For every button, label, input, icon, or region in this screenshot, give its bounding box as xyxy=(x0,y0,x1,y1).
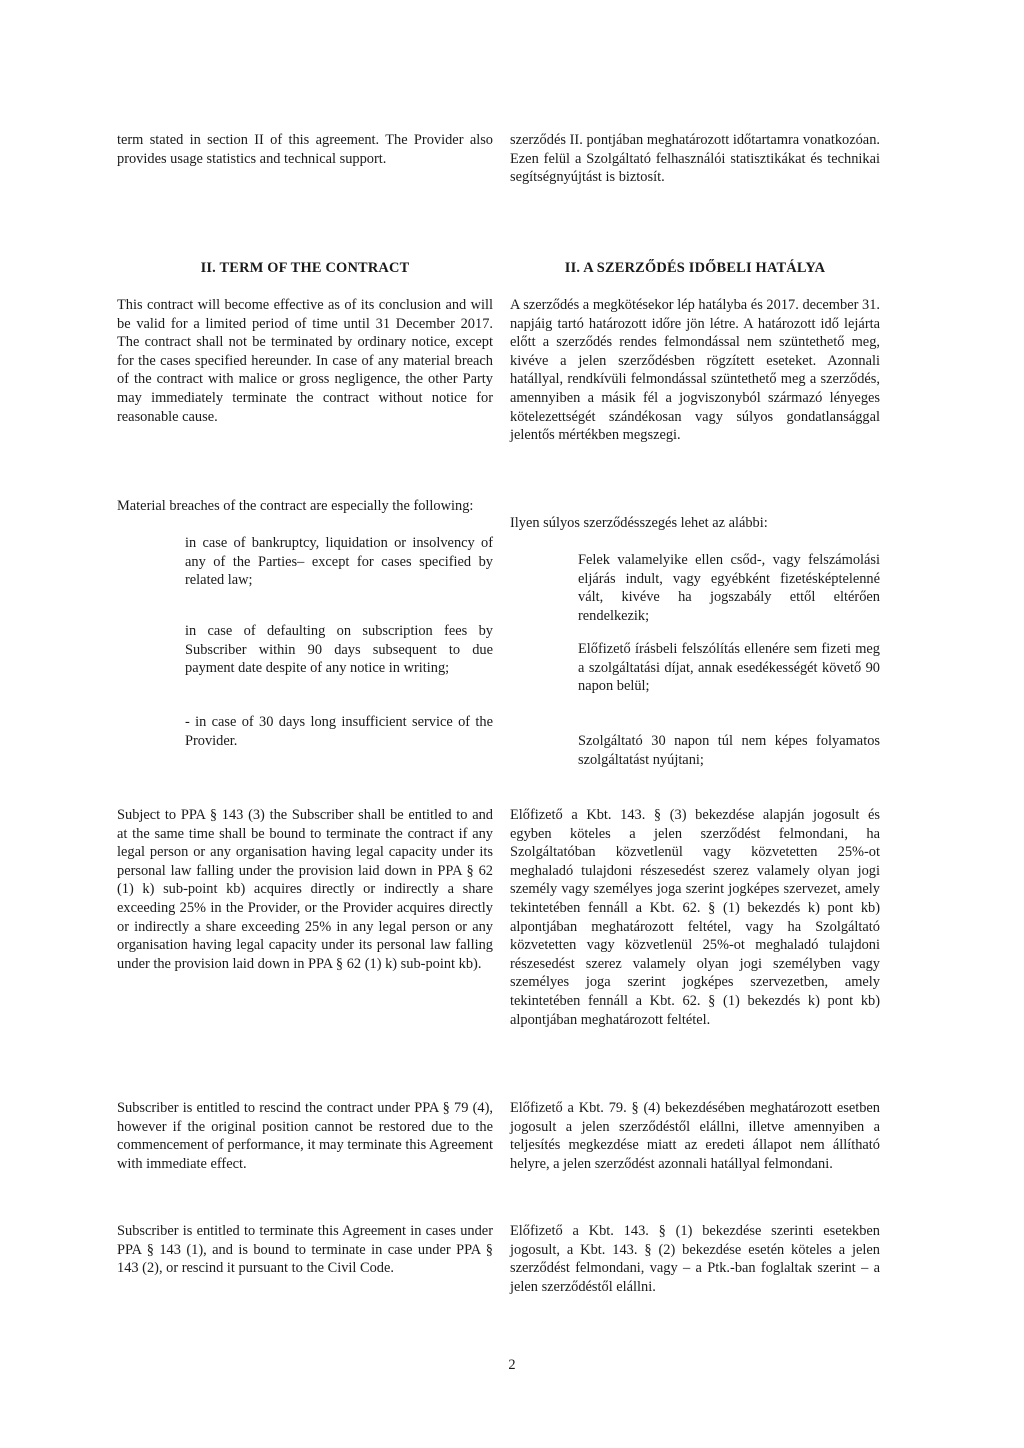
breach-item-bankruptcy-en: in case of bankruptcy, liquidation or insolvency of any of the Parties– except for cases specified by related law; xyxy=(185,535,493,589)
ppa-143-1-2-paragraph-en: Subscriber is entitled to terminate this Agreement in cases under PPA § 143 (1), and is bound to terminate in case under PPA § 143 (2), or rescind it pursuant to the Civil Code. xyxy=(117,1223,493,1277)
section-heading-en: II. TERM OF THE CONTRACT xyxy=(200,260,410,276)
breach-item-service-hu: Szolgáltató 30 napon túl nem képes folyamatos szolgáltatást nyújtani; xyxy=(578,733,880,768)
term-paragraph-en: This contract will become effective as of its conclusion and will be valid for a limited period of time until 31 December 2017. The contract shall not be terminated by ordinary notice, except for the cases specified hereunder. In case of any material breach of the contract with malice or gross negligence, the other Party may immediately terminate the contract without notice for reasonable cause. xyxy=(117,297,493,425)
breaches-intro-hu: Ilyen súlyos szerződésszegés lehet az alábbi: xyxy=(510,515,768,531)
ppa-143-3-paragraph-hu: Előfizető a Kbt. 143. § (3) bekezdése alapján jogosult és egyben köteles a jelen szerződést felmondani, ha Szolgáltatóban közvetlenül vagy közvetetten 25%-ot meghaladó tulajdoni részesedést szerez valamely olyan jogi személy vagy személyes joga szerint jogképes szervezet, amely tekintetében fennáll a Kbt. 62. § (1) bekezdés k) pont kb) alpontjában meghatározott feltétel, vagy ha Szolgáltató közvetetten vagy közvetlenül 25%-ot meghaladó tulajdoni részesedést szerez valamely olyan jogi személyben vagy személyes joga szerint jogképes szervezetben, amely tekintetében fennáll a Kbt. 62. § (1) bekezdés k) pont kb) alpontjában meghatározott feltétel. xyxy=(510,807,880,1028)
section-heading-hu: II. A SZERZŐDÉS IDŐBELI HATÁLYA xyxy=(564,260,826,276)
ppa-79-4-paragraph-en: Subscriber is entitled to rescind the contract under PPA § 79 (4), however if the original position cannot be restored due to the commencement of performance, it may terminate this Agreement with immediate effect. xyxy=(117,1100,493,1172)
breaches-intro-en: Material breaches of the contract are especially the following: xyxy=(117,498,474,514)
breach-item-service-en: - in case of 30 days long insufficient service of the Provider. xyxy=(185,714,493,749)
ppa-79-4-paragraph-hu: Előfizető a Kbt. 79. § (4) bekezdésében meghatározott esetben jogosult a jelen szerződéstől elállni, illetve amennyiben a teljesítés megkezdése miatt az eredeti állapot nem állítható helyre, a jelen szerződést azonnali hatállyal felmondani. xyxy=(510,1100,880,1172)
ppa-143-3-paragraph-en: Subject to PPA § 143 (3) the Subscriber shall be entitled to and at the same time shall be bound to terminate the contract if any legal person or any organisation having legal capacity under its personal law falling under the provision laid down in PPA § 62 (1) k) sub-point kb) acquires directly or indirectly a share exceeding 25% in the Provider, or the Provider acquires directly or indirectly a share exceeding 25% in any legal person or any organisation having legal capacity under its personal law falling under the provision laid down in PPA § 62 (1) k) sub-point kb). xyxy=(117,807,493,972)
intro-text-hu: szerződés II. pontjában meghatározott időtartamra vonatkozóan. Ezen felül a Szolgáltató felhasználói statisztikákat és technikai segítségnyújtást is biztosít. xyxy=(510,132,880,186)
term-paragraph-hu: A szerződés a megkötésekor lép hatályba és 2017. december 31. napjáig tartó határozott időre jön létre. A határozott idő lejárta előtt a szerződés rendes felmondással nem szüntethető meg, kivéve a jelen szerződésben rögzített eseteket. Azonnali hatállyal, rendkívüli felmondással szüntethető meg a szerződés, amennyiben a másik fél a jogviszonyból származó lényeges kötelezettségét szándékosan vagy súlyos gondatlansággal jelentős mértékben megszegi. xyxy=(510,297,880,444)
ppa-143-1-2-paragraph-hu: Előfizető a Kbt. 143. § (1) bekezdése szerinti esetekben jogosult, a Kbt. 143. § (2) bekezdése esetén köteles a jelen szerződést felmondani, vagy – a Ptk.-ban foglaltak szerint – a jelen szerződéstől elállni. xyxy=(510,1223,880,1295)
breach-item-bankruptcy-hu: Felek valamelyike ellen csőd-, vagy felszámolási eljárás indult, vagy egyébként fizetésképtelenné vált, kivéve ha jogszabály ettől eltérően rendelkezik; xyxy=(578,552,880,624)
breach-item-fees-hu: Előfizető írásbeli felszólítás ellenére sem fizeti meg a szolgáltatási díjat, annak esedékességét követő 90 napon belül; xyxy=(578,641,880,695)
intro-text-en: term stated in section II of this agreement. The Provider also provides usage statistics and technical support. xyxy=(117,132,493,167)
page-number: 2 xyxy=(508,1357,516,1373)
breach-item-fees-en: in case of defaulting on subscription fees by Subscriber within 90 days subsequent to due payment date despite of any notice in writing; xyxy=(185,623,493,677)
